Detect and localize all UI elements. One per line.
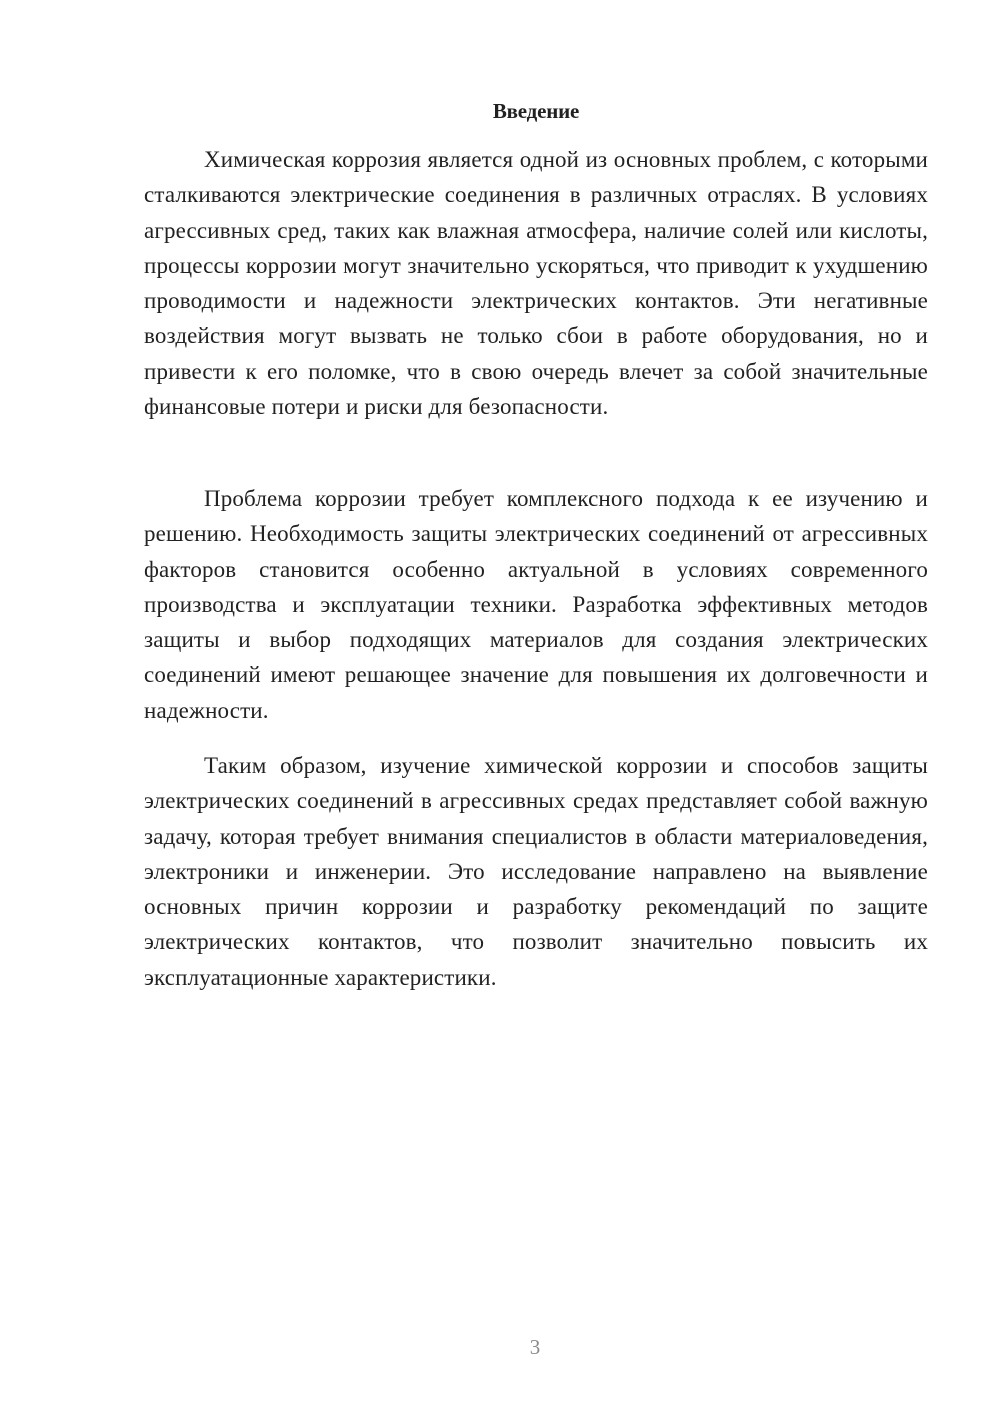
paragraph-2: Проблема коррозии требует комплексного подхода к ее изучению и решению. Необходимость защиты электрических соединений от агрессивных факторов становится особенно актуальной в условиях современного производства и эксплуатации техники. Разработка эффективных методов защиты и выбор подходящих материалов для создания электрических соединений имеют решающее значение для повышения их долговечности и надежности.: [144, 486, 928, 723]
paragraph-3: Таким образом, изучение химической коррозии и способов защиты электрических соединений в агрессивных средах представляет собой важную задачу, которая требует внимания специалистов в области материаловедения, электроники и инженерии. Это исследование направлено на выявление основных причин коррозии и разработку рекомендаций по защите электрических контактов, что позволит значительно повысить их эксплуатационные характеристики.: [144, 753, 928, 990]
page-number: 3: [529, 1335, 541, 1359]
paragraph-1: Химическая коррозия является одной из основных проблем, с которыми сталкиваются электрические соединения в различных отраслях. В условиях агрессивных сред, таких как влажная атмосфера, наличие солей или кислоты, процессы коррозии могут значительно ускоряться, что приводит к ухудшению проводимости и надежности электрических контактов. Эти негативные воздействия могут вызвать не только сбои в работе оборудования, но и привести к его поломке, что в свою очередь влечет за собой значительные финансовые потери и риски для безопасности.: [144, 147, 928, 420]
section-heading: Введение: [492, 99, 580, 123]
